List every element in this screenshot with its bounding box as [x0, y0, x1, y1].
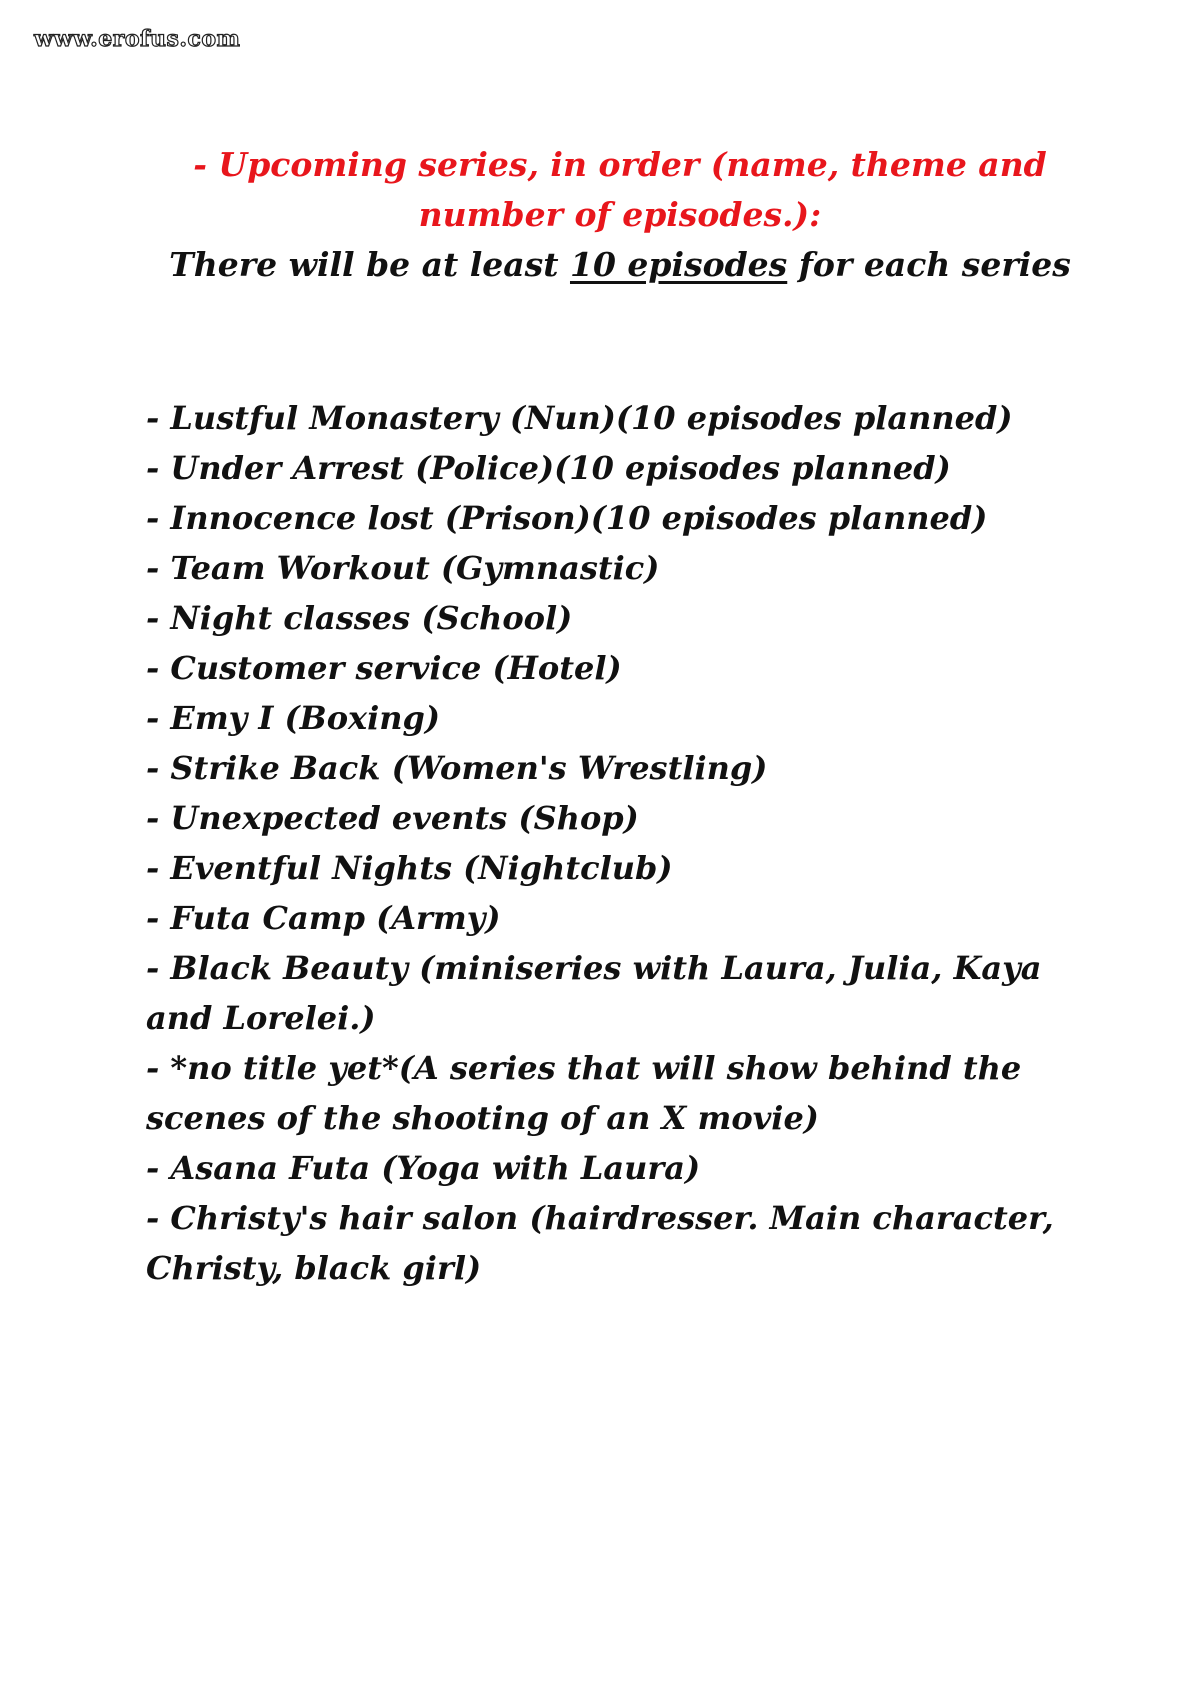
- series-item-innocence-lost: - Innocence lost (Prison)(10 episodes planned): [146, 499, 988, 537]
- series-item-futa-camp: - Futa Camp (Army): [146, 899, 501, 937]
- page-heading: - Upcoming series, in order (name, theme and number of episodes.):: [193, 145, 1047, 234]
- series-item-christys-hair-salon: - Christy's hair salon (hairdresser. Main character, Christy, black girl): [146, 1199, 1054, 1287]
- subheading-emphasis: 10 episodes: [569, 245, 788, 284]
- heading-block: [160, 140, 1080, 290]
- series-item-eventful-nights: - Eventful Nights (Nightclub): [146, 849, 673, 887]
- series-item-asana-futa: - Asana Futa (Yoga with Laura): [146, 1149, 701, 1187]
- series-item-lustful-monastery: - Lustful Monastery (Nun)(10 episodes planned): [146, 399, 1013, 437]
- site-watermark: www.erofus.com: [34, 26, 241, 52]
- series-item-under-arrest: - Under Arrest (Police)(10 episodes planned): [146, 449, 951, 487]
- subheading-text-start: There will be at least: [169, 245, 570, 284]
- series-item-customer-service: - Customer service (Hotel): [146, 649, 622, 687]
- page-subheading: [160, 240, 1080, 290]
- series-item-strike-back: - Strike Back (Women's Wrestling): [146, 749, 768, 787]
- series-item-black-beauty: - Black Beauty (miniseries with Laura, Julia, Kaya and Lorelei.): [146, 949, 1042, 1037]
- series-item-unexpected-events: - Unexpected events (Shop): [146, 799, 639, 837]
- series-item-emy-i: - Emy I (Boxing): [146, 699, 441, 737]
- series-item-night-classes: - Night classes (School): [146, 599, 573, 637]
- series-item-no-title-yet: - *no title yet*(A series that will show behind the scenes of the shooting of an X movie): [146, 1049, 1022, 1137]
- subheading-text-end: for each series: [787, 245, 1071, 284]
- series-item-team-workout: - Team Workout (Gymnastic): [146, 549, 660, 587]
- series-list: [146, 393, 1076, 1293]
